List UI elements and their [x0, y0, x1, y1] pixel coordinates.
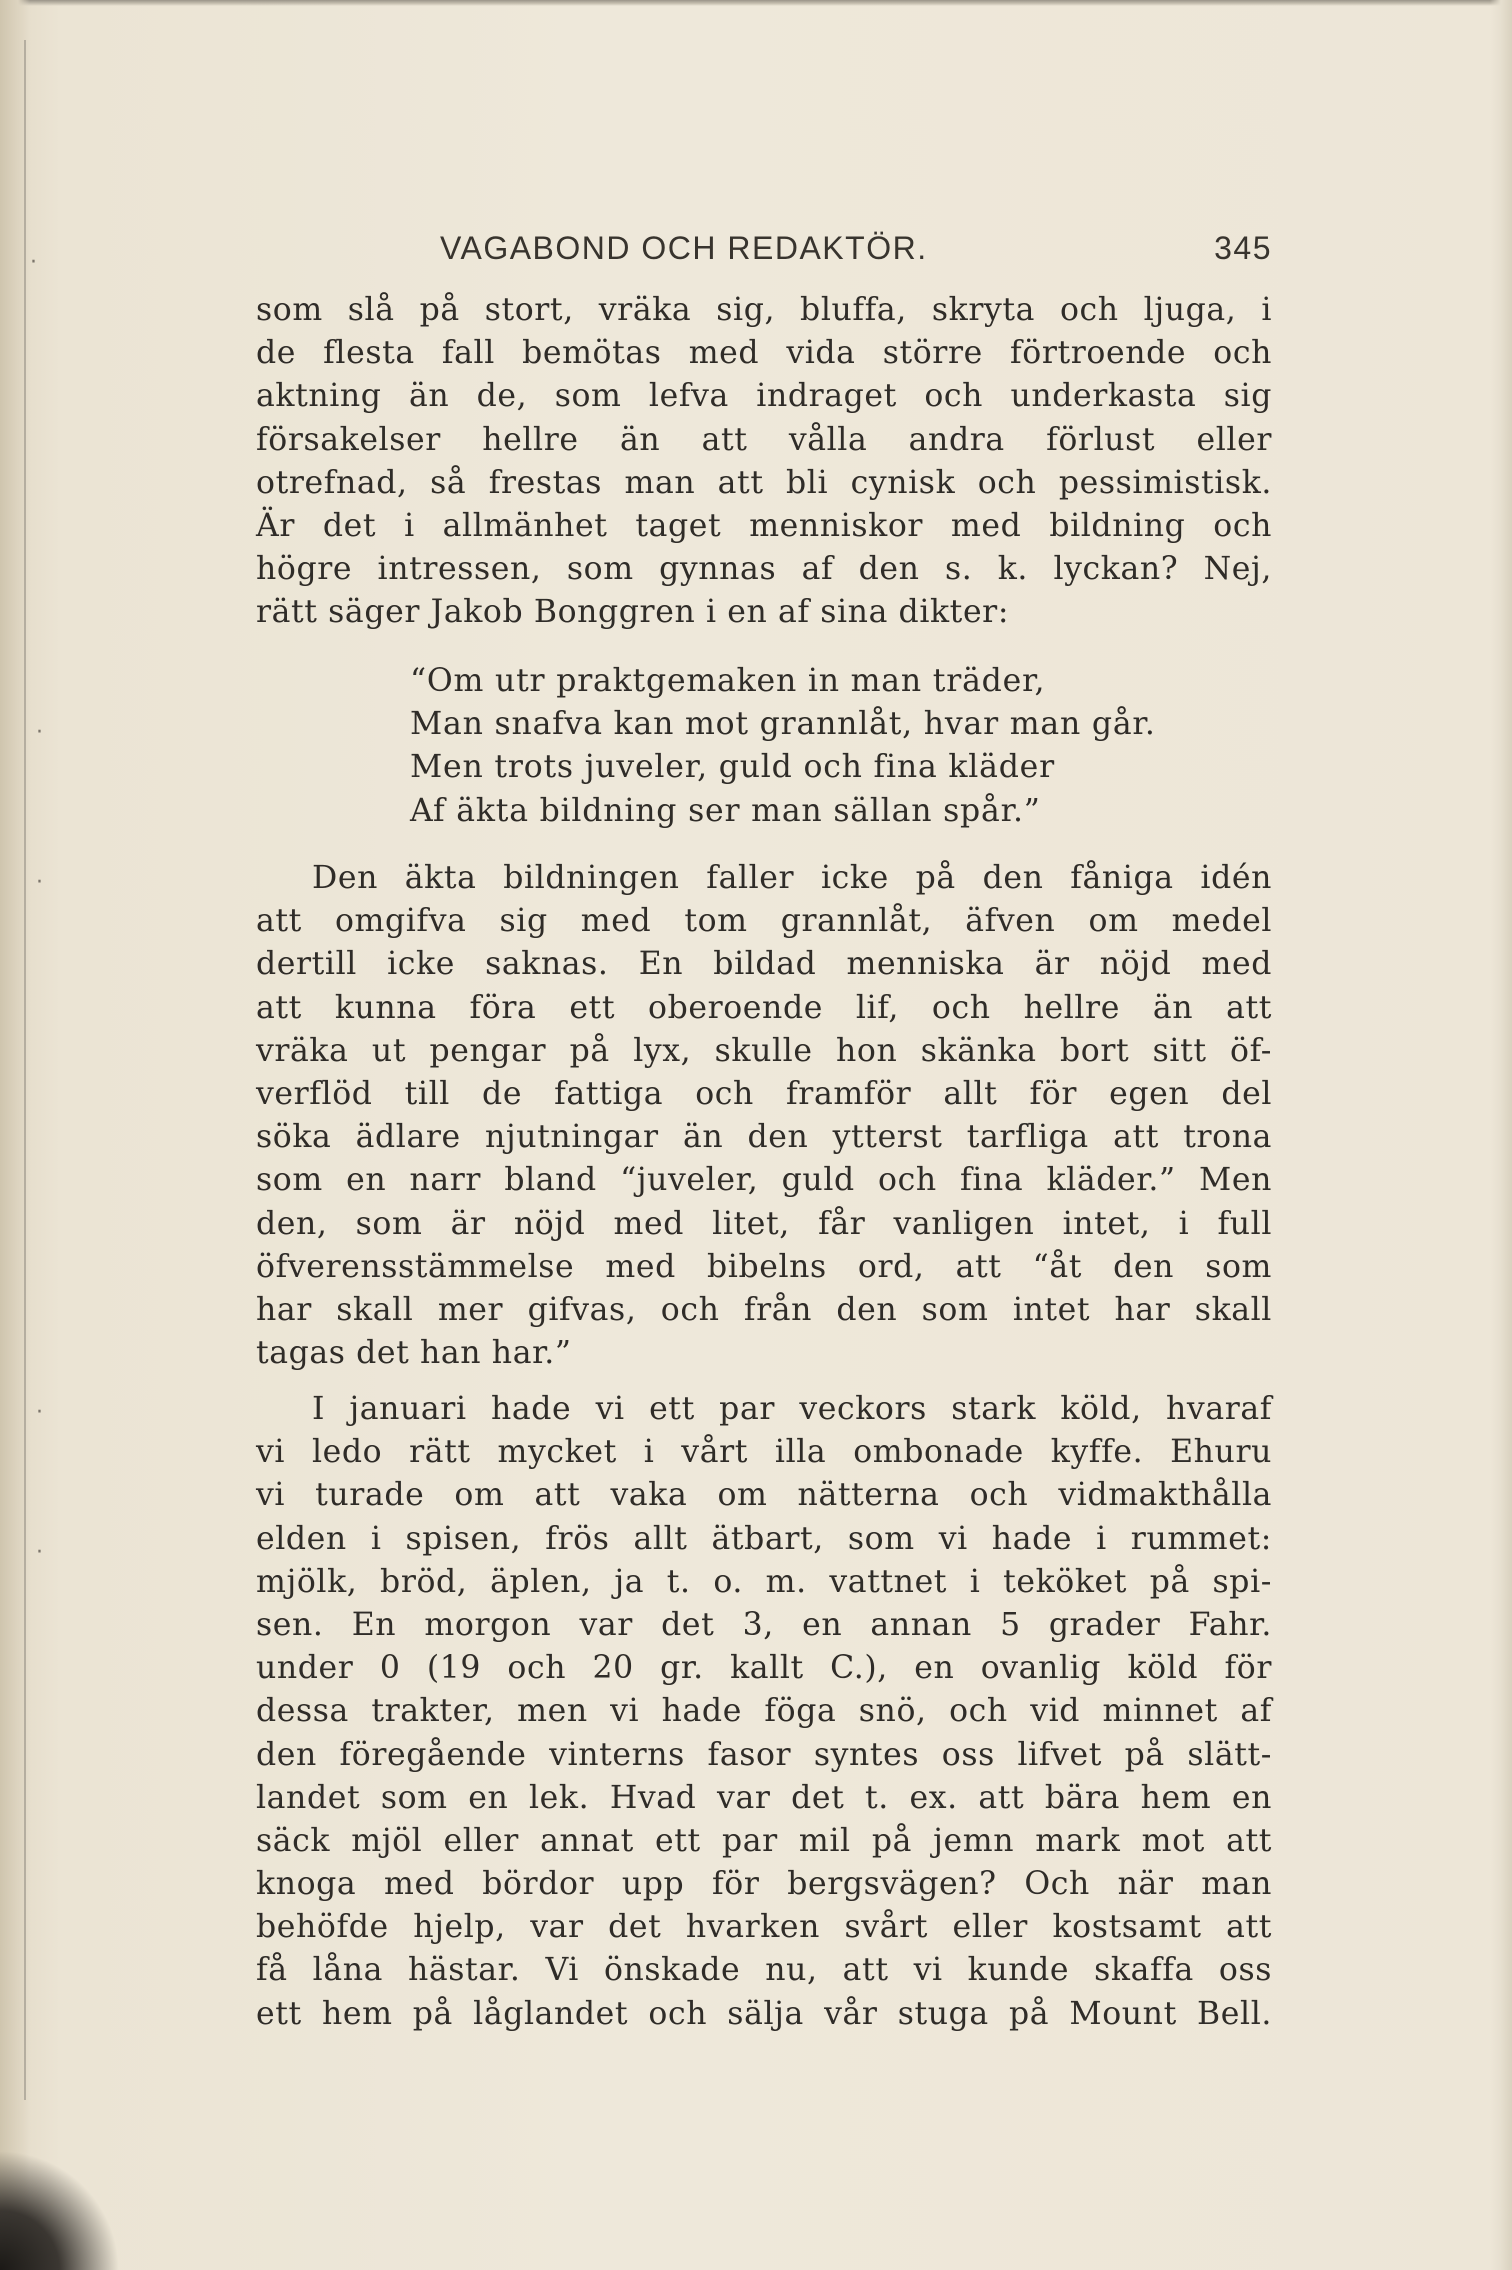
text-line: rätt säger Jakob Bonggren i en af sina dikter: [256, 594, 1010, 631]
text-line: tagas det han har.” [256, 1335, 572, 1372]
text-line: öfverensstämmelse med bibelns ord, att “åt den som [256, 1248, 1272, 1285]
text-line: vi turade om att vaka om nätterna och vidmakthålla [256, 1477, 1272, 1514]
paragraph-1 [256, 289, 1272, 635]
text-line: säck mjöl eller annat ett par mil på jemn mark mot att [256, 1822, 1272, 1859]
text-line: har skall mer gifvas, och från den som intet har skall [256, 1291, 1272, 1328]
text-line: elden i spisen, frös allt ätbart, som vi hade i rummet: [256, 1520, 1272, 1557]
text-line: den föregående vinterns fasor syntes oss lifvet på slätt- [256, 1736, 1272, 1773]
text-line: vi ledo rätt mycket i vårt illa ombonade kyffe. Ehuru [256, 1434, 1272, 1471]
poem-quote [410, 660, 1156, 833]
text-line: verflöd till de fattiga och framför allt för egen del [256, 1075, 1272, 1112]
page-number: 345 [1214, 230, 1272, 266]
text-line: de flesta fall bemötas med vida större förtroende och [256, 335, 1272, 372]
verse-line: Man snafva kan mot grannlåt, hvar man går. [410, 706, 1156, 743]
running-title: VAGABOND OCH REDAKTÖR. [440, 230, 928, 266]
text-line: mjölk, bröd, äplen, ja t. o. m. vattnet i teköket på spi- [256, 1563, 1272, 1600]
text-line: Den äkta bildningen faller icke på den fåniga idén [312, 860, 1272, 896]
text-line: den, som är nöjd med litet, får vanligen intet, i full [256, 1205, 1272, 1242]
text-line: försakelser hellre än att vålla andra förlust eller [256, 421, 1272, 458]
margin-mark: · [36, 1400, 43, 1425]
text-line: behöfde hjelp, var det hvarken svårt eller kostsamt att [256, 1909, 1272, 1946]
page-right-edge [1490, 0, 1512, 2270]
text-line: få låna hästar. Vi önskade nu, att vi kunde skaffa oss [256, 1952, 1272, 1989]
margin-mark: · [36, 720, 43, 745]
verse-line: Af äkta bildning ser man sällan spår.” [410, 792, 1041, 829]
margin-mark: · [30, 250, 37, 275]
text-line: söka ädlare njutningar än den ytterst tarfliga att trona [256, 1119, 1272, 1156]
text-line: otrefnad, så frestas man att bli cynisk och pessimistisk. [256, 464, 1272, 501]
gutter-fold-line [24, 40, 26, 2100]
text-line: som en narr bland “juveler, guld och fina kläder.” Men [256, 1162, 1272, 1199]
text-line: som slå på stort, vräka sig, bluffa, skryta och ljuga, i [256, 292, 1272, 328]
verse-line: Men trots juveler, guld och fina kläder [410, 749, 1055, 786]
text-line: att kunna föra ett oberoende lif, och hellre än att [256, 989, 1272, 1026]
paragraph-3 [256, 1388, 1272, 2036]
text-line: landet som en lek. Hvad var det t. ex. att bära hem en [256, 1779, 1272, 1816]
text-line: vräka ut pengar på lyx, skulle hon skänka bort sitt öf- [256, 1032, 1272, 1069]
paragraph-2 [256, 857, 1272, 1375]
text-line: att omgifva sig med tom grannlåt, äfven om medel [256, 903, 1272, 940]
running-header [440, 224, 1272, 274]
spine-shadow [0, 2150, 120, 2270]
text-line: sen. En morgon var det 3, en annan 5 grader Fahr. [256, 1606, 1272, 1643]
text-line: knoga med bördor upp för bergsvägen? Och när man [256, 1866, 1272, 1903]
text-line: dessa trakter, men vi hade föga snö, och vid minnet af [256, 1693, 1272, 1730]
text-line: under 0 (19 och 20 gr. kallt C.), en ovanlig köld för [256, 1650, 1272, 1687]
page-top-edge [0, 0, 1512, 6]
text-line: I januari hade vi ett par veckors stark köld, hvaraf [312, 1391, 1272, 1427]
text-line: högre intressen, som gynnas af den s. k. lyckan? Nej, [256, 551, 1272, 588]
margin-mark: · [36, 870, 43, 895]
text-line: Är det i allmänhet taget menniskor med bildning och [256, 507, 1272, 544]
margin-mark: · [36, 1540, 43, 1565]
text-line: aktning än de, som lefva indraget och underkasta sig [256, 378, 1272, 415]
text-line: ett hem på låglandet och sälja vår stuga på Mount Bell. [256, 1995, 1272, 2032]
verse-line: “Om utr praktgemaken in man träder, [410, 663, 1046, 699]
text-line: dertill icke saknas. En bildad menniska är nöjd med [256, 946, 1272, 983]
